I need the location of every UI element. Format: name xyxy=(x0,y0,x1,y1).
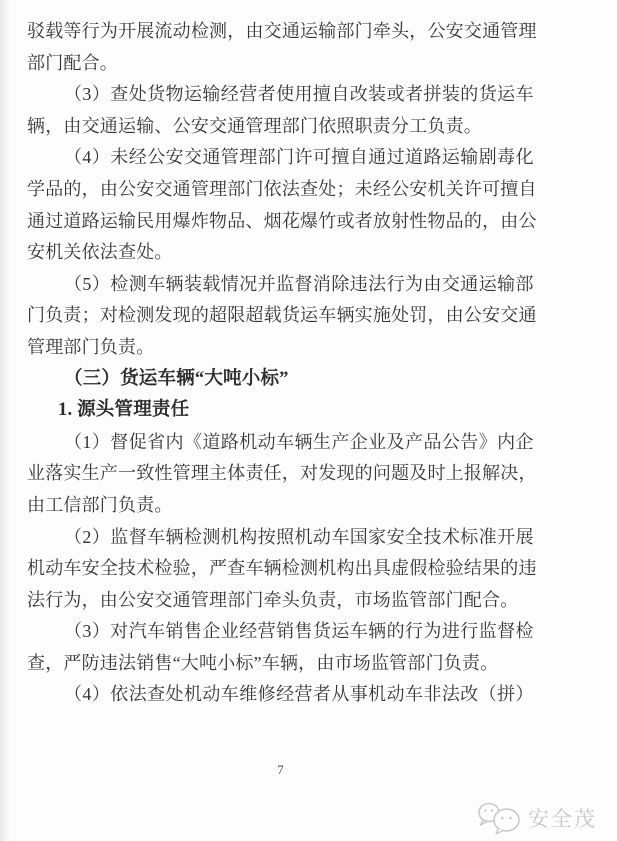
text-line: 辆，由交通运输、公安交通管理部门依照职责分工负责。 xyxy=(27,115,482,136)
scan-edge-shadow xyxy=(0,0,10,841)
text-line: 安机关依法查处。 xyxy=(27,242,173,263)
wechat-icon xyxy=(476,799,524,837)
text-line: 门 负 责 ； 对 检 测 发 现 的 超 限 超 载 货 运 车 辆 实 施 处 罚 ， 由 公 安 交 通 xyxy=(27,305,537,326)
text-line: 由工信部门负责。 xyxy=(27,494,173,515)
text-line: （ 2 ） 监 督 车 辆 检 测 机 构 按 照 机 动 车 国 家 安 全 技 术 标 准 开 展 xyxy=(64,526,534,547)
document-body xyxy=(27,16,537,711)
brand-watermark xyxy=(476,799,597,837)
text-line: （三）货运车辆“大吨小标” xyxy=(64,368,289,389)
text-line: （ 3 ） 查 处 货 物 运 输 经 营 者 使 用 擅 自 改 装 或 者 拼 装 的 货 运 车 xyxy=(64,84,534,105)
text-line: （ 5 ） 检 测 车 辆 装 载 情 况 并 监 督 消 除 违 法 行 为 由 交 通 运 输 部 xyxy=(64,273,534,294)
text-line: 查，严防违法销售“大吨小标”车辆，由市场监管部门负责。 xyxy=(27,652,499,673)
text-line: （ 4 ） 未 经 公 安 交 通 管 理 部 门 许 可 擅 自 通 过 道 路 运 输 剧 毒 化 xyxy=(64,147,534,168)
brand-name: 安全茂 xyxy=(528,808,597,831)
text-line: 驳 载 等 行 为 开 展 流 动 检 测 ， 由 交 通 运 输 部 门 牵 头 ， 公 安 交 通 管 理 xyxy=(27,21,537,41)
text-line: 部门配合。 xyxy=(27,52,118,73)
text-line: 学 品 的 ， 由 公 安 交 通 管 理 部 门 依 法 查 处 ； 未 经 公 安 机 关 许 可 擅 自 xyxy=(27,178,537,199)
text-line: 管理部门负责。 xyxy=(27,336,155,357)
text-line: 1. 源头管理责任 xyxy=(58,400,190,421)
text-line: 机 动 车 安 全 技 术 检 验 ， 严 查 车 辆 检 测 机 构 出 具 虚 假 检 验 结 果 的 违 xyxy=(27,558,537,579)
text-line: 通 过 道 路 运 输 民 用 爆 炸 物 品 、 烟 花 爆 竹 或 者 放 射 性 物 品 的 ， 由 公 xyxy=(27,210,537,231)
text-line: （ 1 ） 督 促 省 内 《 道 路 机 动 车 辆 生 产 企 业 及 产 品 公 告 》 内 企 xyxy=(64,431,534,452)
text-line: 业 落 实 生 产 一 致 性 管 理 主 体 责 任 ， 对 发 现 的 问 题 及 时 上 报 解 决 ， xyxy=(27,463,537,484)
text-line: （ 3 ） 对 汽 车 销 售 企 业 经 营 销 售 货 运 车 辆 的 行 为 进 行 监 督 检 xyxy=(64,621,534,642)
page-number: 7 xyxy=(277,762,284,777)
text-line: （ 4 ） 依 法 查 处 机 动 车 维 修 经 营 者 从 事 机 动 车 非 法 改 （ 拼 ） xyxy=(64,684,534,705)
text-line: 法行为，由公安交通管理部门牵头负责，市场监管部门配合。 xyxy=(27,589,519,610)
